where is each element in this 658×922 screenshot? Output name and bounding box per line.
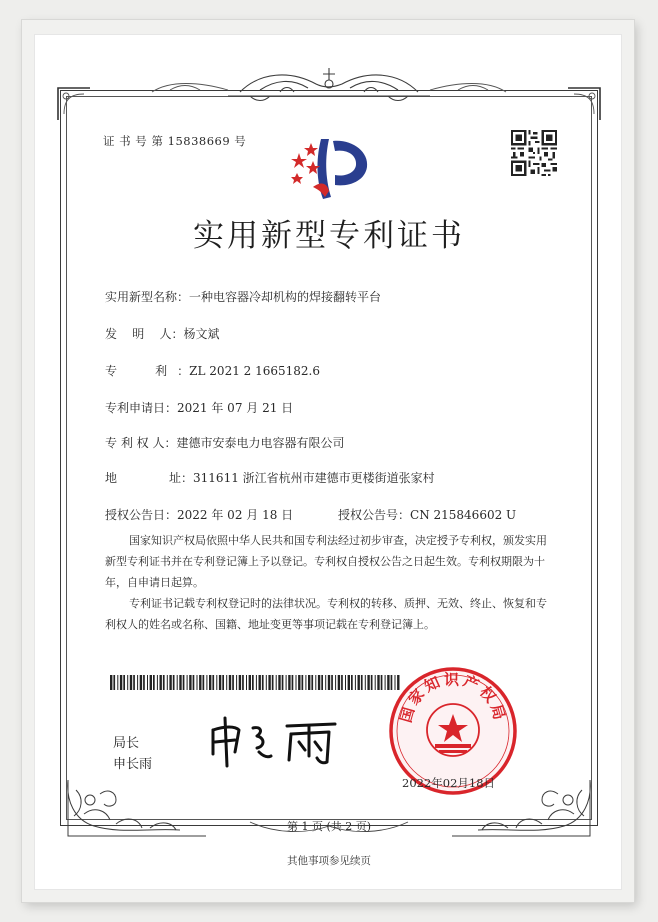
field-name-value: 一种电容器冷却机构的焊接翻转平台 xyxy=(189,290,382,304)
field-patent-no-value: ZL 2021 2 1665182.6 xyxy=(189,364,320,378)
handwritten-signature xyxy=(205,712,345,768)
field-inventor-label: 发 明 人： xyxy=(105,327,184,341)
field-announce-date xyxy=(105,506,293,523)
field-name xyxy=(105,288,381,305)
field-patent-no xyxy=(105,362,320,379)
field-filing-date-value: 2021 年 07 月 21 日 xyxy=(177,401,294,415)
top-left-flourish xyxy=(150,78,230,98)
footer-note: 其他事项参见续页 xyxy=(287,855,371,867)
field-filing-date-label: 专利申请日： xyxy=(105,401,178,415)
field-announce-no-label: 授权公告号： xyxy=(338,508,411,522)
field-address-colon: 址： xyxy=(169,471,194,485)
field-address-label: 地 xyxy=(105,471,118,485)
field-filing-date xyxy=(105,399,293,416)
field-patentee-value: 建德市安泰电力电容器有限公司 xyxy=(176,436,345,450)
page-number: 第 1 页 (共 2 页) xyxy=(286,820,372,833)
field-address xyxy=(105,469,435,486)
field-announce-no-value: CN 215846602 U xyxy=(410,508,517,522)
top-ornament xyxy=(220,62,438,106)
top-right-flourish xyxy=(428,78,508,98)
certificate-title: 实用新型专利证书 xyxy=(193,218,465,254)
corner-ornament-tl xyxy=(54,84,94,124)
patent-office-logo xyxy=(283,131,378,203)
field-announce-no xyxy=(338,506,516,523)
certificate-number: 证 书 号 第 15838669 号 xyxy=(103,134,247,148)
paragraph-1-line-3: 年，自申请日起算。 xyxy=(105,576,204,589)
field-patentee xyxy=(105,434,344,451)
paragraph-1-line-1: 国家知识产权局依照中华人民共和国专利法经过初步审查，决定授予专利权，颁发实用 xyxy=(129,534,547,547)
field-inventor xyxy=(105,325,220,342)
field-address-value: 311611 浙江省杭州市建德市更楼街道张家村 xyxy=(193,471,435,485)
field-patentee-label: 专 利 权 人： xyxy=(105,436,177,450)
seal-text: 国家知识产权局 xyxy=(396,670,510,725)
field-announce-date-label: 授权公告日： xyxy=(105,508,178,522)
barcode xyxy=(110,675,402,690)
field-patent-no-label: 专 利 xyxy=(105,364,168,378)
field-name-label: 实用新型名称： xyxy=(105,290,190,304)
seal-date: 2022年02月18日 xyxy=(402,776,496,790)
paragraph-1-line-2: 新型专利证书并在专利登记簿上予以登记。专利权自授权公告之日起生效。专利权期限为十 xyxy=(105,555,545,568)
qr-code xyxy=(511,130,557,176)
paragraph-2-line-1: 专利证书记载专利权登记时的法律状况。专利权的转移、质押、无效、终止、恢复和专 xyxy=(129,597,547,610)
field-announce-date-value: 2022 年 02 月 18 日 xyxy=(177,508,294,522)
field-patent-no-colon: ： xyxy=(177,364,190,378)
paragraph-2-line-2: 利权人的姓名或名称、国籍、地址变更等事项记载在专利登记簿上。 xyxy=(105,618,435,631)
field-inventor-value: 杨文斌 xyxy=(183,327,220,341)
signatory-name: 申长雨 xyxy=(113,757,153,772)
signatory-title: 局长 xyxy=(113,736,140,751)
corner-ornament-tr xyxy=(564,84,604,124)
